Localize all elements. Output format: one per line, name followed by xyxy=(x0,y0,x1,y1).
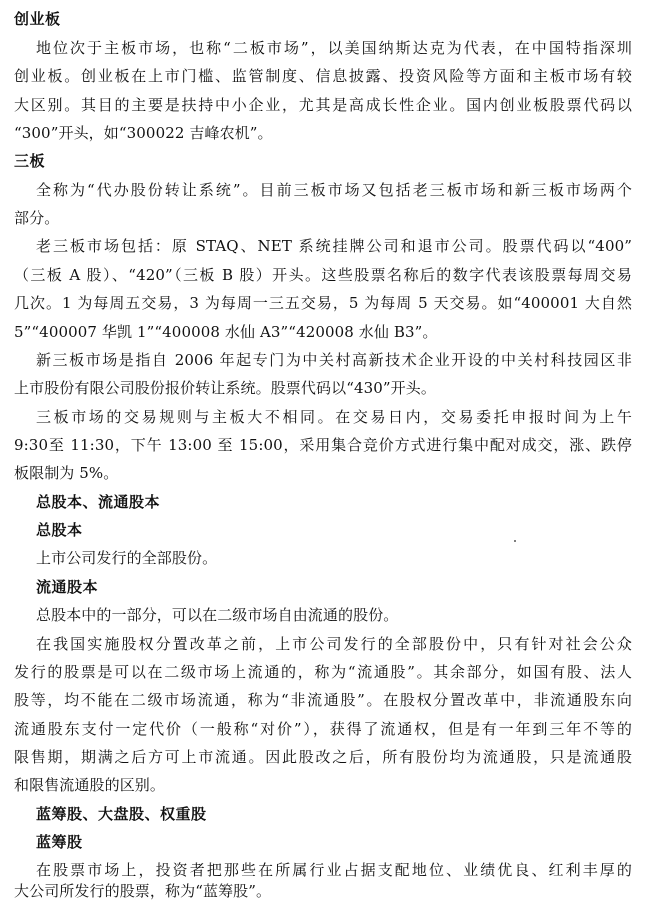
section-heading-chuangyeban: 创业板 xyxy=(14,10,61,28)
text-line: 板限制为 5%。 xyxy=(14,464,119,482)
section-heading-lanchou: 蓝筹股、大盘股、权重股 xyxy=(36,805,207,823)
text-line: 创业板。创业板在上市门槛、监管制度、信息披露、投资风险等方面和主板市场有较 xyxy=(14,67,632,85)
text-line: 全称为“代办股份转让系统”。目前三板市场又包括老三板市场和新三板市场两个 xyxy=(36,181,632,199)
text-line: “300”开头，如“300022 吉峰农机”。 xyxy=(14,124,273,142)
text-line: 总股本中的一部分，可以在二级市场自由流通的股份。 xyxy=(36,606,399,624)
text-line: 发行的股票是可以在二级市场上流通的，称为“流通股”。其余部分，如国有股、法人 xyxy=(14,663,632,681)
text-line: 几次。1 为每周五交易，3 为每周一三五交易，5 为每周 5 天交易。如“400001 大自然 xyxy=(14,294,632,312)
subheading-lanchougu: 蓝筹股 xyxy=(36,833,83,851)
speck xyxy=(514,540,516,542)
text-line: 股等，均不能在二级市场流通，称为“非流通股”。在股权分置改革中，非流通股东向 xyxy=(14,691,632,709)
subheading-liutongguben: 流通股本 xyxy=(36,578,99,596)
text-line: 和限售流通股的区别。 xyxy=(14,776,166,794)
text-line: 大区别。其目的主要是扶持中小企业，尤其是高成长性企业。国内创业板股票代码以 xyxy=(14,96,632,114)
text-line: 三板市场的交易规则与主板大不相同。在交易日内，交易委托申报时间为上午 xyxy=(36,408,632,426)
section-heading-sanban: 三板 xyxy=(14,152,46,170)
section-heading-guben: 总股本、流通股本 xyxy=(36,493,161,511)
text-line: 新三板市场是指自 2006 年起专门为中关村高新技术企业开设的中关村科技园区非 xyxy=(36,351,632,369)
text-line: 上市股份有限公司股份报价转让系统。股票代码以“430”开头。 xyxy=(14,379,436,397)
text-line: 限售期，期满之后方可上市流通。因此股改之后，所有股份均为流通股，只是流通股 xyxy=(14,748,632,766)
text-line: 9:30至 11:30，下午 13:00 至 15:00，采用集合竞价方式进行集中配对成交，涨、跌停 xyxy=(14,436,632,454)
text-line: 部分。 xyxy=(14,209,60,227)
text-line: 流通股东支付一定代价（一般称“对价”），获得了流通权，但是有一年到三年不等的 xyxy=(14,720,632,738)
text-line: 在我国实施股权分置改革之前，上市公司发行的全部股份中，只有针对社会公众 xyxy=(36,635,632,653)
text-line: 地位次于主板市场，也称“二板市场”，以美国纳斯达克为代表，在中国特指深圳 xyxy=(36,39,632,57)
text-line: 大公司所发行的股票，称为“蓝筹股”。 xyxy=(14,882,272,900)
text-line: （三板 A 股）、“420”（三板 B 股）开头。这些股票名称后的数字代表该股票每周交易 xyxy=(14,266,632,284)
text-line: 老三板市场包括：原 STAQ、NET 系统挂牌公司和退市公司。股票代码以“400” xyxy=(36,237,632,255)
text-line: 上市公司发行的全部股份。 xyxy=(36,549,218,567)
text-line: 5”“400007 华凯 1”“400008 水仙 A3”“420008 水仙 B3”。 xyxy=(14,323,438,341)
text-line: 在股票市场上，投资者把那些在所属行业占据支配地位、业绩优良、红利丰厚的 xyxy=(36,861,632,879)
subheading-zongguben: 总股本 xyxy=(36,521,83,539)
